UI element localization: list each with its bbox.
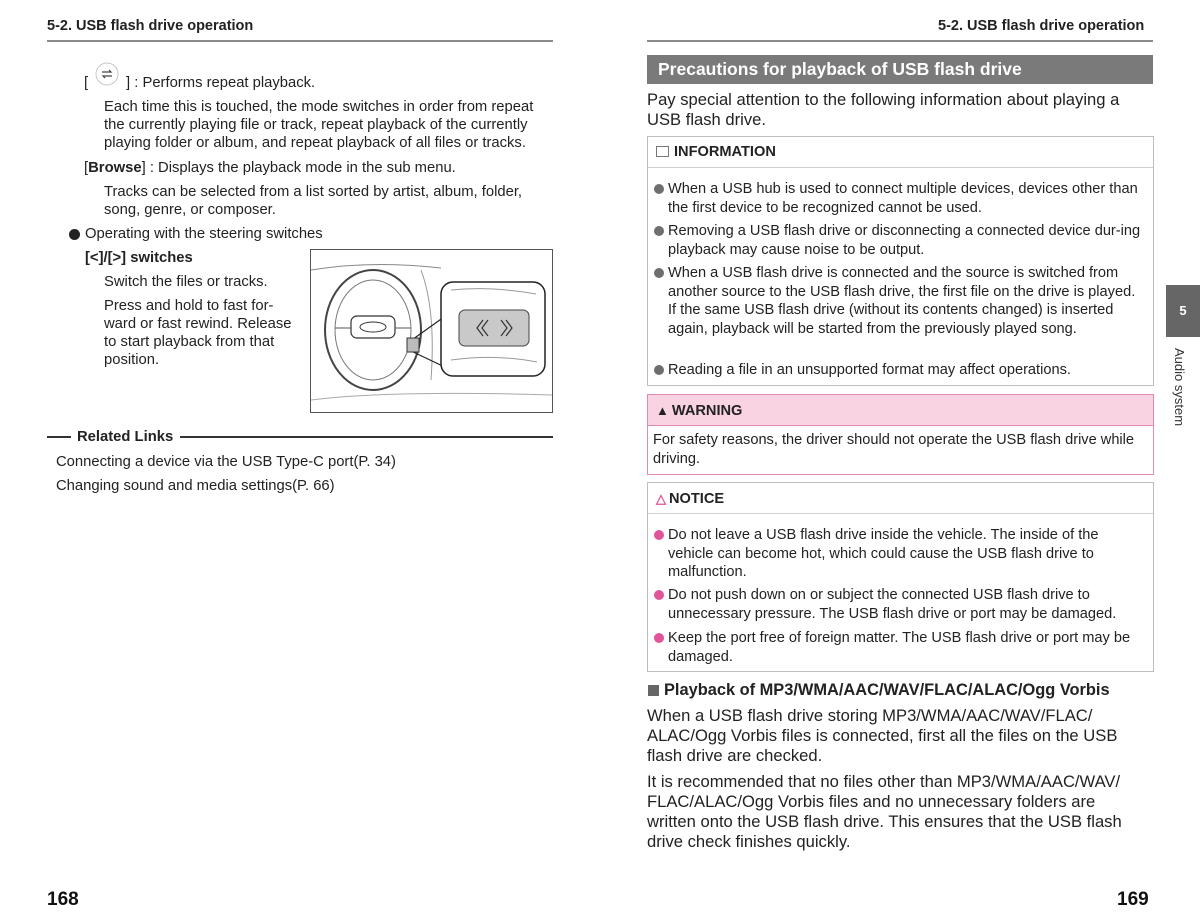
notice-bullet <box>654 633 664 643</box>
browse-detail: Tracks can be selected from a list sorted by artist, album, folder, song, genre, or composer. <box>104 184 523 218</box>
related-link[interactable]: Connecting a device via the USB Type-C port(P. 34) <box>56 454 396 470</box>
chapter-tab[interactable]: 5 <box>1166 285 1200 337</box>
repeat-label: ] : Performs repeat playback. <box>126 75 316 91</box>
information-item <box>654 180 1141 217</box>
repeat-open-bracket: [ <box>84 75 89 91</box>
right-header-rule <box>647 40 1153 42</box>
information-bullet <box>654 365 664 375</box>
warning-header <box>648 395 1153 426</box>
information-item <box>654 264 1141 338</box>
section-title: Precautions for playback of USB flash drive <box>658 59 1022 79</box>
notice-box <box>647 482 1154 672</box>
warning-text: For safety reasons, the driver should not operate the USB flash drive while driving. <box>653 432 1135 467</box>
switch-title: [<]/[>] switches <box>85 250 193 266</box>
chapter-tab-label: Audio system <box>1172 348 1187 427</box>
related-link[interactable]: Changing sound and media settings(P. 66) <box>56 478 335 494</box>
steering-bullet: Operating with the steering switches <box>85 226 323 242</box>
notice-bullet <box>654 530 664 540</box>
information-header <box>648 137 1153 168</box>
playback-paragraph-2: It is recommended that no files other than MP3/WMA/AAC/WAV/ FLAC/ALAC/Ogg Vorbis files and no unnecessary folders are written onto the USB flash drive. This ensures that the USB flash drive check finishes quickly. <box>647 772 1122 851</box>
browse-term: Browse <box>88 160 142 176</box>
related-rule-right <box>180 436 553 438</box>
notice-item <box>654 526 1141 582</box>
switch-line2: Press and hold to fast for-ward or fast rewind. Release to start playback from that position. <box>104 298 292 368</box>
information-item-text: When a USB flash drive is connected and the source is switched from another source to the USB flash drive, the first file on the drive is played. If the same USB flash drive (without its contents changed) is inserted again, playback will be started from the previously played song. <box>668 265 1136 337</box>
notice-title: NOTICE <box>669 491 725 507</box>
browse-label: : Displays the playback mode in the sub menu. <box>145 160 456 176</box>
information-bullet <box>654 184 664 194</box>
information-item <box>654 361 1141 380</box>
notice-icon: △ <box>656 491 666 506</box>
steering-wheel-illustration <box>310 249 553 413</box>
left-page-number: 168 <box>47 889 79 910</box>
notice-item <box>654 586 1141 623</box>
information-item-text: When a USB hub is used to connect multiple devices, devices other than the first device to be recognized cannot be used. <box>668 181 1138 216</box>
repeat-icon <box>93 61 121 87</box>
notice-item-text: Do not push down on or subject the connected USB flash drive to unnecessary pressure. The USB flash drive or port may be damaged. <box>668 587 1117 622</box>
warning-box <box>647 394 1154 475</box>
playback-heading-square <box>648 685 659 696</box>
repeat-detail: Each time this is touched, the mode switches in order from repeat the currently playing file or track, repeat playback of the currently playing folder or album, and repeat playback of all files or tracks. <box>104 99 534 151</box>
information-bullet <box>654 226 664 236</box>
browse-line: [Browse] : Displays the playback mode in the sub menu. <box>84 160 456 176</box>
right-page-header: 5-2. USB flash drive operation <box>938 18 1145 34</box>
information-item-text: Removing a USB flash drive or disconnecting a connected device dur-ing playback may cause noise to be output. <box>668 223 1141 258</box>
intro-paragraph: Pay special attention to the following information about playing a USB flash drive. <box>647 90 1120 129</box>
information-item <box>654 222 1141 259</box>
information-icon <box>656 146 669 157</box>
right-page-number: 169 <box>1117 889 1149 910</box>
information-item-text: Reading a file in an unsupported format may affect operations. <box>668 362 1071 378</box>
playback-paragraph-1: When a USB flash drive storing MP3/WMA/AAC/WAV/FLAC/ ALAC/Ogg Vorbis files is connected, first all the files on the USB flash drive are checked. <box>647 706 1118 765</box>
warning-title: WARNING <box>671 403 743 419</box>
left-header-rule <box>47 40 553 42</box>
information-title: INFORMATION <box>674 144 776 160</box>
section-title-bar <box>647 55 1153 84</box>
playback-heading: Playback of MP3/WMA/AAC/WAV/FLAC/ALAC/Ogg Vorbis <box>664 681 1110 699</box>
related-rule-left <box>47 436 71 438</box>
steering-bullet-dot <box>69 229 80 240</box>
notice-item-text: Do not leave a USB flash drive inside the vehicle. The inside of the vehicle can become hot, which could cause the USB flash drive to malfunction. <box>668 527 1099 580</box>
notice-item-text: Keep the port free of foreign matter. The USB flash drive or port may be damaged. <box>668 630 1131 665</box>
warning-icon: ▲ <box>656 403 669 418</box>
information-bullet <box>654 268 664 278</box>
information-box <box>647 136 1154 386</box>
related-title: Related Links <box>77 429 174 445</box>
switch-line1: Switch the files or tracks. <box>104 274 268 290</box>
notice-item <box>654 629 1141 666</box>
left-page-header: 5-2. USB flash drive operation <box>47 18 254 34</box>
notice-header <box>648 483 1153 514</box>
notice-bullet <box>654 590 664 600</box>
